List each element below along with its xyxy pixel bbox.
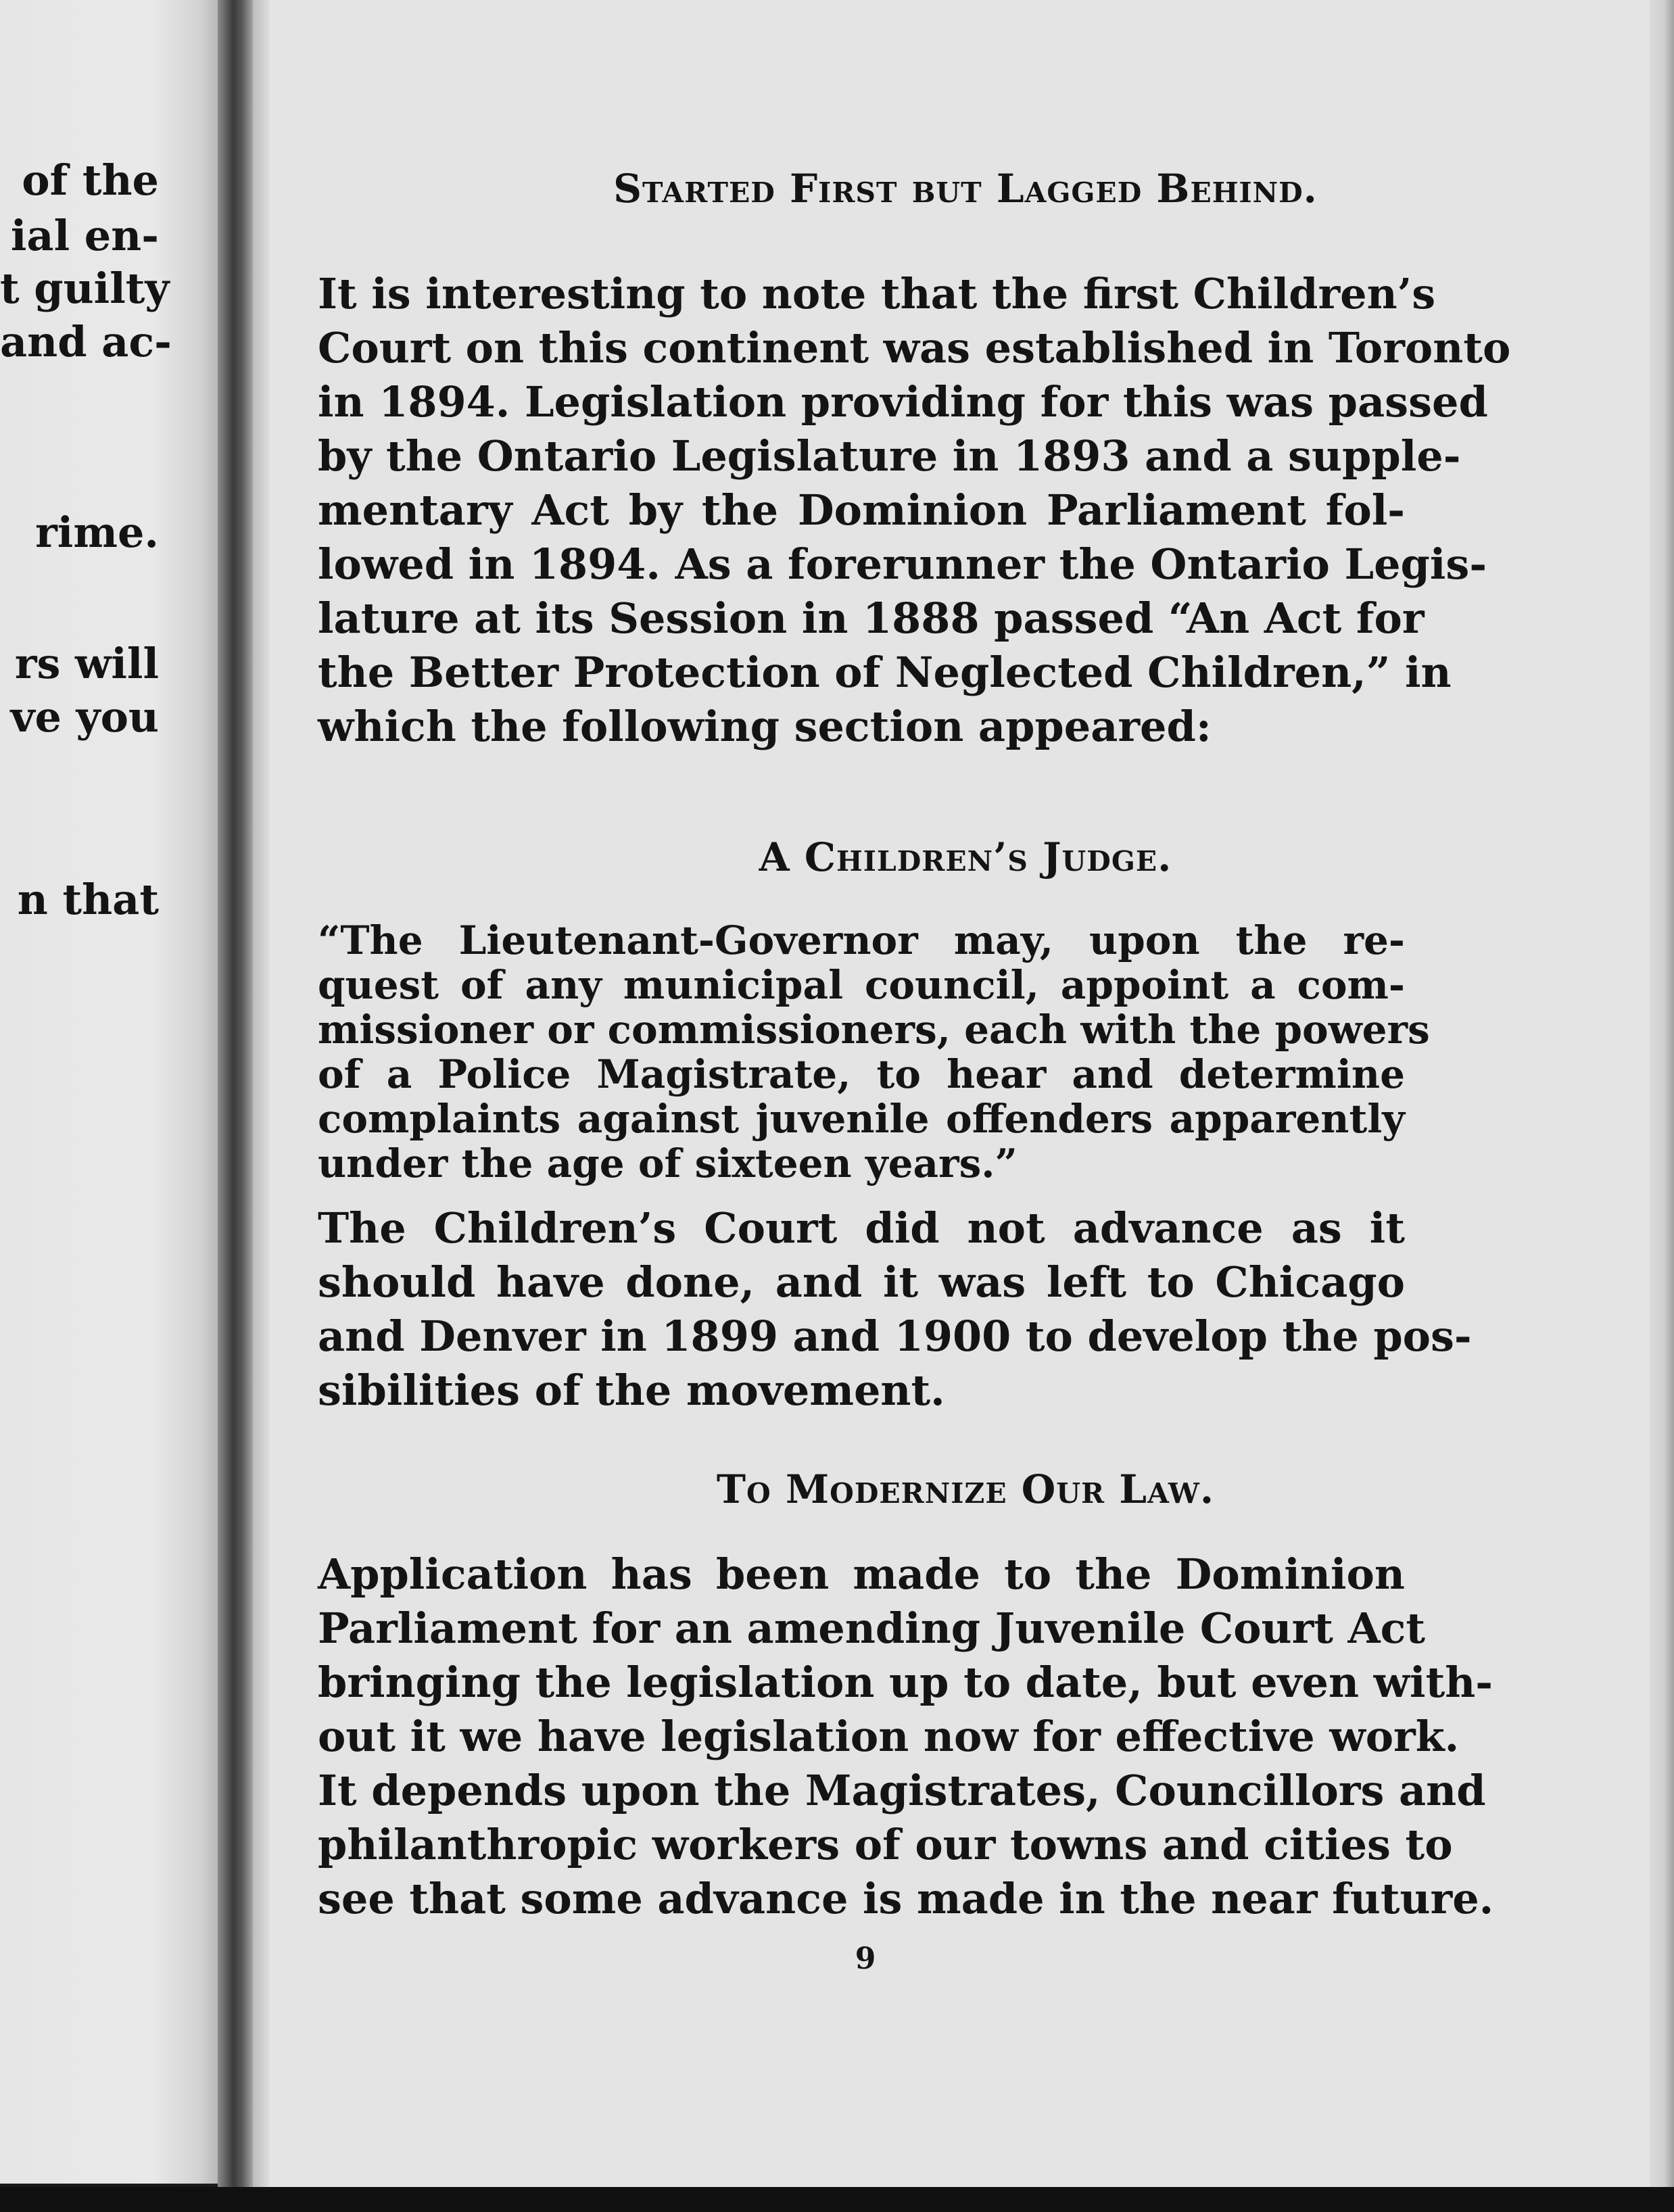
body-line: lowed in 1894. As a forerunner the Ontario Legis- [318,539,1487,589]
body-line: It depends upon the Magistrates, Councillors and [318,1766,1486,1815]
body-line: the Better Protection of Neglected Children,” in [318,648,1452,697]
quote-line: “The Lieutenant-Governor may, upon the re- [318,917,1405,963]
section-heading-childrens-judge: A Children’s Judge. [759,834,1172,880]
gutter-edge [253,0,269,2187]
left-page-line: rs will [14,639,159,688]
body-line: It is interesting to note that the first Children’s [318,269,1436,318]
quote-line: complaints against juvenile offenders apparently [318,1096,1405,1142]
quote-line: of a Police Magistrate, to hear and determine [318,1051,1405,1097]
quote-line: under the age of sixteen years.” [318,1140,1018,1186]
section-heading-modernize-law: To Modernize Our Law. [716,1466,1215,1512]
left-page-line: ve you [10,692,159,742]
page-number: 9 [855,1942,876,1976]
body-line: in 1894. Legislation providing for this was passed [318,377,1488,427]
left-page-line: rime. [35,508,159,557]
section-heading-started-first: Started First but Lagged Behind. [613,166,1318,212]
left-page-line: n that [17,875,159,924]
quote-line: missioner or commissioners, each with the powers [318,1007,1430,1053]
body-line: philanthropic workers of our towns and cities to [318,1820,1453,1869]
book-gutter [218,0,253,2187]
body-line: should have done, and it was left to Chicago [318,1257,1405,1307]
body-line: by the Ontario Legislature in 1893 and a supple- [318,431,1461,481]
body-line: sibilities of the movement. [318,1366,945,1415]
left-page [0,0,218,2184]
right-page-edge [1650,0,1674,2187]
body-line: bringing the legislation up to date, but even with- [318,1658,1493,1707]
body-line: see that some advance is made in the near future. [318,1874,1494,1923]
body-line: lature at its Session in 1888 passed “An Act for [318,594,1425,643]
left-page-line: of the [22,155,159,205]
body-line: Application has been made to the Dominion [318,1549,1405,1599]
body-line: The Children’s Court did not advance as it [318,1203,1405,1253]
left-page-line: ial en- [10,211,159,260]
left-page-line: t guilty [0,264,170,313]
body-line: Parliament for an amending Juvenile Court Act [318,1604,1426,1653]
body-line: out it we have legislation now for effective work. [318,1712,1460,1761]
body-line: mentary Act by the Dominion Parliament fol- [318,485,1405,535]
body-line: which the following section appeared: [318,702,1212,751]
scan-bottom-border [0,2187,1674,2212]
body-line: Court on this continent was established in Toronto [318,323,1511,372]
body-line: and Denver in 1899 and 1900 to develop the pos- [318,1312,1472,1361]
quote-line: quest of any municipal council, appoint a com- [318,962,1405,1008]
left-page-line: and ac- [0,317,172,366]
